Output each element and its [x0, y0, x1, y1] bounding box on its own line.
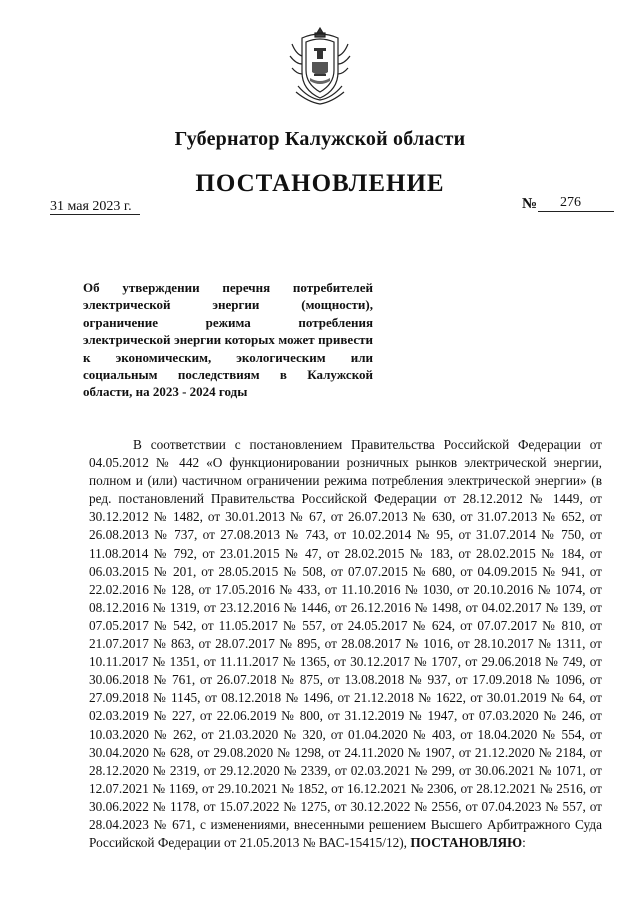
- coat-of-arms-emblem: [284, 22, 356, 106]
- document-type-title: ПОСТАНОВЛЕНИЕ: [195, 170, 445, 197]
- date-underline: [50, 214, 140, 215]
- issuer-heading: Губернатор Калужской области: [174, 128, 466, 150]
- document-subject: Об утверждении перечня потребителей электрической энергии (мощности), ограничение режима потребления электрической энергии которых может привести к экономическим, экологическим или социальным последствиям в Калужской области, на 2023 - 2024 годы: [83, 280, 373, 400]
- document-date: 31 мая 2023 г.: [50, 199, 132, 214]
- preamble-text: В соответствии с постановлением Правительства Российской Федерации от 04.05.2012 № 442 «О функционировании розничных рынков электрической энергии, полном и (или) частичном ограничении режима потребления электрической энергии» (в ред. постановлений Правительства Российской Федерации от 28.12.2012 № 1449, от 30.12.2012 № 1482, от 30.01.2013 № 67, от 26.07.2013 № 630, от 31.07.2013 № 652, от 26.08.2013 № 737, от 27.08.2013 № 743, от 10.02.2014 № 95, от 31.07.2014 № 750, от 11.08.2014 № 792, от 23.01.2015 № 47, от 28.02.2015 № 183, от 28.02.2015 № 184, от 06.03.2015 № 201, от 28.05.2015 № 508, от 07.07.2015 № 680, от 04.09.2015 № 941, от 22.02.2016 № 128, от 17.05.2016 № 433, от 11.10.2016 № 1030, от 20.10.2016 № 1074, от 08.12.2016 № 1319, от 23.12.2016 № 1446, от 26.12.2016 № 1498, от 04.02.2017 № 139, от 07.05.2017 № 542, от 11.05.2017 № 557, от 24.05.2017 № 624, от 07.07.2017 № 810, от 21.07.2017 № 863, от 28.07.2017 № 895, от 28.08.2017 № 1016, от 28.10.2017 № 1311, от 10.11.2017 № 1351, от 11.11.2017 № 1365, от 30.12.2017 № 1707, от 29.06.2018 № 749, от 30.06.2018 № 761, от 26.07.2018 № 875, от 13.08.2018 № 937, от 17.09.2018 № 1096, от 27.09.2018 № 1145, от 08.12.2018 № 1496, от 21.12.2018 № 1622, от 30.01.2019 № 64, от 02.03.2019 № 227, от 22.06.2019 № 800, от 31.12.2019 № 1947, от 07.03.2020 № 246, от 10.03.2020 № 262, от 21.03.2020 № 320, от 01.04.2020 № 403, от 18.04.2020 № 554, от 30.04.2020 № 628, от 29.08.2020 № 1298, от 24.11.2020 № 1907, от 21.12.2020 № 2184, от 28.12.2020 № 2319, от 29.12.2020 № 2339, от 02.03.2021 № 299, от 30.06.2021 № 1071, от 12.07.2021 № 1169, от 29.10.2021 № 1852, от 16.12.2021 № 2306, от 28.12.2021 № 2516, от 30.06.2022 № 1178, от 15.07.2022 № 1275, от 30.12.2022 № 2556, от 07.04.2023 № 557, от 28.04.2023 № 671, с изменениями, внесенными решением Высшего Арбитражного Суда Российской Федерации от 21.05.2013 № ВАС-15415/12),: [89, 437, 602, 851]
- number-label: №: [522, 196, 538, 212]
- preamble-paragraph: [89, 436, 602, 852]
- document-number: 276: [560, 195, 581, 210]
- number-underline: [538, 211, 614, 212]
- decree-word: ПОСТАНОВЛЯЮ: [410, 835, 523, 851]
- decree-colon: :: [522, 835, 526, 851]
